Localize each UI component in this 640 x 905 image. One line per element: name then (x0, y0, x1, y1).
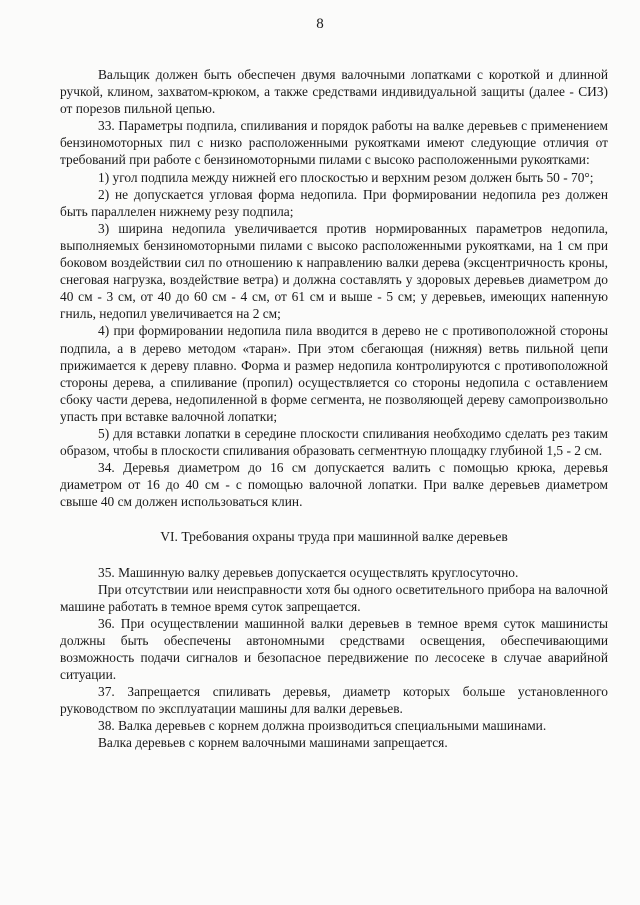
document-body (60, 66, 608, 752)
subitem-33-1: 1) угол подпила между нижней его плоскостью и верхним резом должен быть 50 - 70°; (98, 169, 594, 185)
subitem-33-5: 5) для вставки лопатки в середине плоскости спиливания необходимо сделать рез таким образом, чтобы в плоскости спиливания образовать сегментную площадку глубиной 1,5 - 2 см. (60, 425, 608, 459)
paragraph-worker-equipment: Вальщик должен быть обеспечен двумя валочными лопатками с короткой и длинной ручкой, клином, захватом-крюком, а также средствами индивидуальной защиты (далее - СИЗ) от порезов пильной цепью. (60, 67, 608, 117)
subitem-33-2: 2) не допускается угловая форма недопила. При формировании недопила рез должен быть параллелен нижнему резу подпила; (60, 186, 608, 219)
paragraph-35: 35. Машинную валку деревьев допускается осуществлять круглосуточно. (98, 564, 519, 580)
subitem-33-4: 4) при формировании недопила пила вводится в дерево не с противоположной стороны подпила, а в дерево методом «таран». При этом сбегающая (нижняя) ветвь пильной цепи прижимается к дереву плавно. Форма и размер недопила контролируются с противоположной стороны дерева, а спиливание (пропил) осуществляется со стороны недопила с оставлением сбоку части дерева, недопиленной в форме сегмента, не позволяющей дереву самопроизвольно упасть при вставке валочной лопатки; (60, 323, 608, 424)
subitem-33-3: 3) ширина недопила увеличивается против нормированных параметров недопила, выполняемых бензиномоторными пилами с высоко расположенными рукоятками, на 1 см при боковом воздействии сил по отношению к направлению валки дерева (эксцентричность кроны, снеговая нагрузка, воздействие ветра) и должна составлять у здоровых деревьев диаметром до 40 см - 3 см, от 40 до 60 см - 4 см, от 61 см и выше - 5 см; у деревьев, имеющих напенную гниль, недопил увеличивается на 2 см; (60, 220, 608, 322)
paragraph-35-note: При отсутствии или неисправности хотя бы одного осветительного прибора на валочной машине работать в темное время суток запрещается. (60, 581, 608, 614)
section-heading: VI. Требования охраны труда при машинной валке деревьев (160, 529, 508, 545)
paragraph-33: 33. Параметры подпила, спиливания и порядок работы на валке деревьев с применением бензиномоторных пил с низко расположенными рукоятками имеют следующие отличия от требований при работе с бензиномоторными пилами с высоко расположенными рукоятками: (60, 118, 608, 168)
paragraph-34: 34. Деревья диаметром до 16 см допускается валить с помощью крюка, деревья диаметром от 16 до 40 см - с помощью валочной лопатки. При валке деревьев диаметром свыше 40 см должен использоваться клин. (60, 460, 608, 510)
page-number: 8 (316, 16, 324, 32)
paragraph-37: 37. Запрещается спиливать деревья, диаметр которых больше установленного руководством по эксплуатации машины для валки деревьев. (60, 684, 608, 717)
paragraph-36: 36. При осуществлении машинной валки деревьев в темное время суток машинисты должны быть обеспечены автономными средствами освещения, обеспечивающими возможность подачи сигналов и безопасное передвижение по лесосеке в случае аварийной ситуации. (60, 615, 608, 683)
paragraph-38-note: Валка деревьев с корнем валочными машинами запрещается. (98, 735, 448, 751)
paragraph-38: 38. Валка деревьев с корнем должна производиться специальными машинами. (98, 718, 547, 734)
